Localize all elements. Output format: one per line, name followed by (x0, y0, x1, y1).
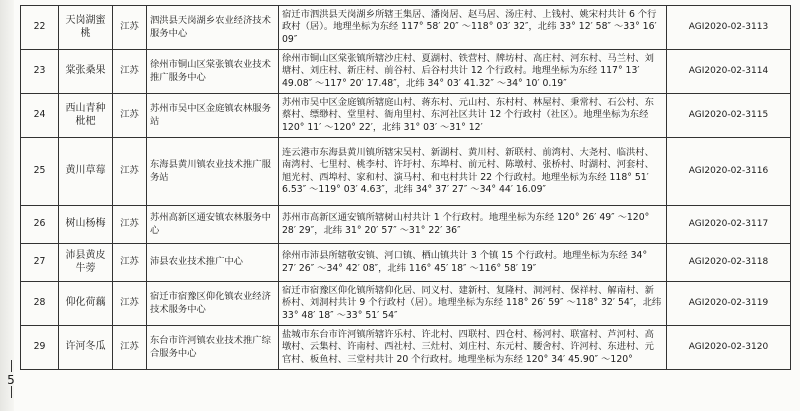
province: 江苏 (113, 244, 147, 282)
production-area: 宿迁市宿豫区仰化镇所辖仰化居、同义村、建新村、复隆村、洞河村、保祥村、解南村、新桥村、刘洞村共计 9 个行政村（居）。地理坐标为东经 118° 26′ 59″ ～118° 32′ 54″，北纬 33° 48′ 18″ ～33° 51′ 54″ (279, 282, 667, 326)
registration-code: AGI2020-02-3113 (667, 6, 791, 50)
province: 江苏 (113, 50, 147, 94)
page-edge (0, 0, 14, 411)
production-area: 连云港市东海县黄川镇所辖宋吴村、新湖村、黄川村、新联村、前湾村、大尧村、临洪村、南湾村、七里村、桃李村、许圩村、东埠村、前元村、陈墩村、张桥村、时湖村、河套村、旭光村、西埠村、家和村、演马村、和屯村共计 22 个行政村。地理坐标为东经 118° 51′ 6.53″ ～119° 03′ 4.63″，北纬 34° 37′ 27″ ～34° 44′ 16.09″ (279, 138, 667, 206)
row-number: 23 (21, 50, 59, 94)
product-name: 棠张桑果 (59, 50, 113, 94)
province: 江苏 (113, 6, 147, 50)
product-name: 仰化荷藕 (59, 282, 113, 326)
row-number: 24 (21, 94, 59, 138)
applicant-unit: 泗洪县天岗湖乡农业经济技术服务中心 (147, 6, 279, 50)
applicant-unit: 苏州高新区通安镇农林服务中心 (147, 206, 279, 244)
registration-code: AGI2020-02-3118 (667, 244, 791, 282)
registration-code: AGI2020-02-3114 (667, 50, 791, 94)
applicant-unit: 东台市许河镇农业技术推广综合服务中心 (147, 326, 279, 370)
province: 江苏 (113, 138, 147, 206)
production-area: 盐城市东台市许河镇所辖许乐村、许北村、四联村、四仓村、杨河村、联富村、芦河村、高墩村、云集村、许南村、西社村、三灶村、刘庄村、东元村、腰舍村、许河村、东进村、元官村、板鱼村、三堂村共计 20 个行政村。地理坐标为东经 120° 34′ 45.90″ ～120° (279, 326, 667, 370)
registration-code: AGI2020-02-3115 (667, 94, 791, 138)
province: 江苏 (113, 326, 147, 370)
product-name: 西山青种枇杷 (59, 94, 113, 138)
production-area: 苏州市高新区通安镇所辖树山村共计 1 个行政村。地理坐标为东经 120° 26′ 49″ ～120° 28′ 29″，北纬 31° 20′ 57″ ～31° 22′ 36″ (279, 206, 667, 244)
row-number: 25 (21, 138, 59, 206)
registration-code: AGI2020-02-3116 (667, 138, 791, 206)
production-area: 徐州市沛县所辖敬安镇、河口镇、栖山镇共计 3 个镇 15 个行政村。地理坐标为东经 34° 27′ 26″ ～34° 42′ 08″，北纬 116° 45′ 18″ ～116° 58′ 19″ (279, 244, 667, 282)
row-number: 27 (21, 244, 59, 282)
table-row (21, 244, 791, 282)
province: 江苏 (113, 206, 147, 244)
row-number: 26 (21, 206, 59, 244)
table-row (21, 282, 791, 326)
product-name: 天岗湖蜜桃 (59, 6, 113, 50)
province: 江苏 (113, 94, 147, 138)
product-name: 黄川草莓 (59, 138, 113, 206)
page-number-value: 5 (7, 373, 15, 387)
province: 江苏 (113, 282, 147, 326)
table-row (21, 94, 791, 138)
product-name: 许河冬瓜 (59, 326, 113, 370)
row-number: 28 (21, 282, 59, 326)
production-area: 宿迁市泗洪县天岗湖乡所辖王集居、潘岗居、赵马居、汤庄村、上钱村、姚宋村共计 6 个行政村（居）。地理坐标为东经 117° 58′ 20″ ～118° 03′ 32″，北纬 33° 12′ 58″ ～33° 16′ 09″ (279, 6, 667, 50)
applicant-unit: 东海县黄川镇农业技术推广服务站 (147, 138, 279, 206)
row-number: 29 (21, 326, 59, 370)
production-area: 徐州市铜山区棠张镇所辖沙庄村、夏湖村、铁营村、牌坊村、高庄村、河东村、马兰村、刘塘村、刘庄村、新庄村、前谷村、后谷村共计 12 个行政村。地理坐标为东经 117° 13′ 49.08″ ～117° 20′ 17.48″，北纬 34° 03′ 41.32″ ～34° 10′ 0.19″ (279, 50, 667, 94)
production-area: 苏州市吴中区金庭镇所辖庭山村、蒋东村、元山村、东村村、林屋村、秉常村、石公村、东蔡村、缥缈村、堂里村、衙甪里村、东河社区共计 12 个行政村（社区）。地理坐标为东经 120° 11′ ～120° 22′，北纬 31° 03′ ～31° 12′ (279, 94, 667, 138)
product-name: 沛县黄皮牛蒡 (59, 244, 113, 282)
table-row (21, 326, 791, 370)
product-table (20, 5, 791, 370)
applicant-unit: 沛县农业技术推广中心 (147, 244, 279, 282)
applicant-unit: 宿迁市宿豫区仰化镇农业经济技术服务中心 (147, 282, 279, 326)
applicant-unit: 徐州市铜山区棠张镇农业技术推广服务中心 (147, 50, 279, 94)
registration-code: AGI2020-02-3117 (667, 206, 791, 244)
product-name: 树山杨梅 (59, 206, 113, 244)
table-row (21, 6, 791, 50)
registration-code: AGI2020-02-3120 (667, 326, 791, 370)
table-row (21, 50, 791, 94)
table-row (21, 138, 791, 206)
page-number (4, 360, 18, 400)
table-row (21, 206, 791, 244)
applicant-unit: 苏州市吴中区金庭镇农林服务站 (147, 94, 279, 138)
registration-code: AGI2020-02-3119 (667, 282, 791, 326)
row-number: 22 (21, 6, 59, 50)
